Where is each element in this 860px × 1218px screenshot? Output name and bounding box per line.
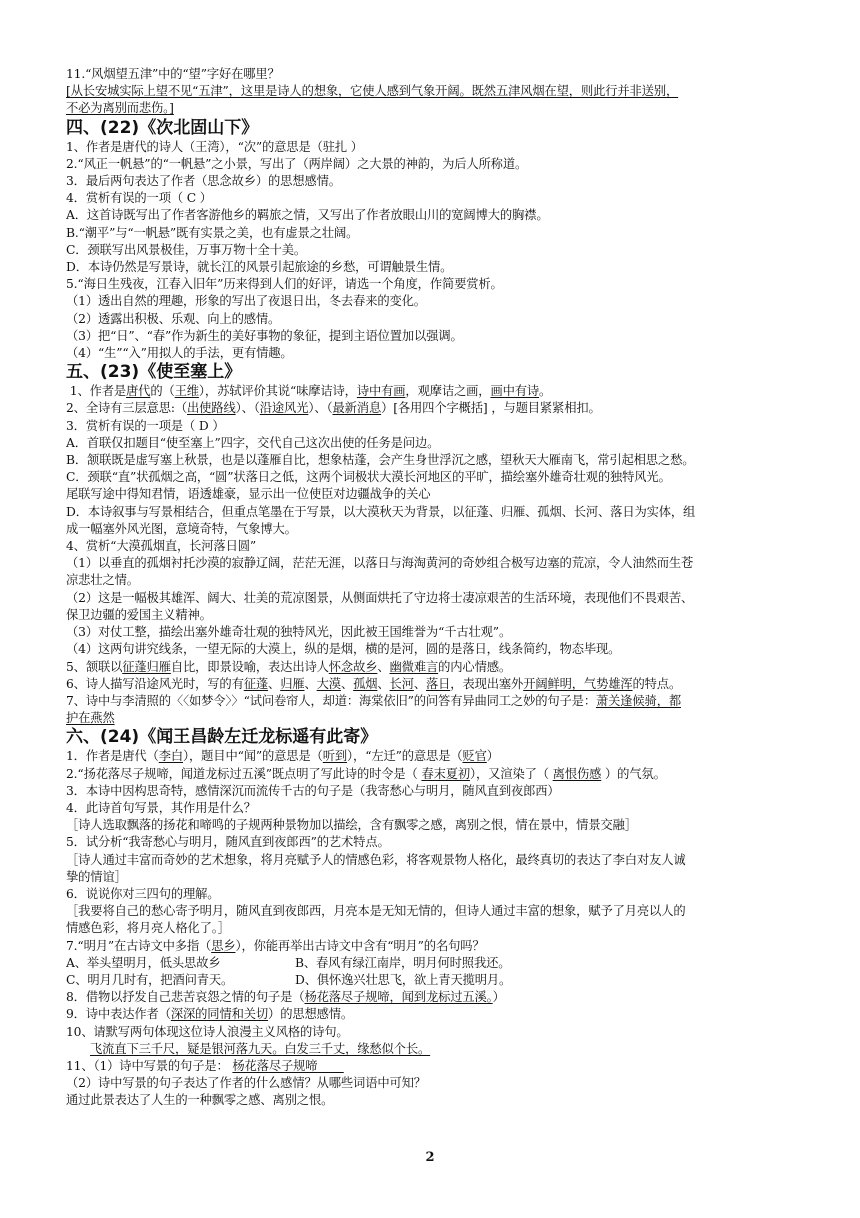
answer-blank: 出使路线 [187, 401, 236, 416]
text-line: B．颔联既是虚写塞上秋景，也是以蓬雁自比，想象枯蓬，会产生身世浮沉之感，望秋天大雁南飞，常引起相思之愁。 [66, 453, 695, 468]
text-line: C．颈联写出风景极佳，万事万物十全十美。 [66, 242, 307, 257]
section-heading: 四、(22)《次北固山下》 [66, 117, 259, 138]
text-line: D．本诗叙事与写景相结合，但重点笔墨在于写景，以大漠秋天为背景，以征蓬、归雁、孤烟、长河、落日为实体，组 [66, 504, 696, 519]
answer-blank: 沿途风光 [259, 401, 309, 416]
text-line: A．首联仅扣题目“使至塞上”四字，交代自己这次出使的任务是问边。 [66, 435, 440, 450]
text-line: C．颈联“直”状孤烟之高，“圆”状落日之低，这两个词极状大漠长河地区的平旷，描绘塞外雄奇壮观的独特风光。 [66, 470, 671, 485]
text-line: （2）诗中写景的句子表达了作者的什么感情？从哪些词语中可知？ [66, 1076, 426, 1091]
section-heading: 六、(24)《闻王昌龄左迁龙标遥有此寄》 [66, 727, 378, 748]
text-line: 4、赏析“大漠孤烟直，长河落日圆” [66, 539, 257, 554]
answer-blank: 杨花落尽子规啼，闻到龙标过五溪。 [304, 990, 493, 1005]
text-line: （2）透露出积极、乐观、向上的感情。 [66, 311, 281, 326]
text-line: （3）对仗工整，描绘出塞外雄奇壮观的独特风光，因此被王国维誉为“千古壮观”。 [66, 625, 512, 640]
text-line: 凉悲壮之情。 [66, 573, 139, 588]
text-line: 护在燕然 [66, 711, 115, 726]
answer-blank: 李白 [158, 749, 183, 764]
page-number: 2 [425, 1150, 435, 1165]
text-line: 挚的情谊］ [66, 869, 127, 884]
text-line: ［诗人选取飘落的扬花和啼鸣的子规两种景物加以描绘，含有飘零之感，离别之恨，情在景中，情景交融］ [66, 818, 637, 833]
text-line: 6．说说你对三四句的理解。 [66, 886, 220, 901]
answer-blank: 征蓬归雁 [122, 659, 171, 674]
answer-blank: 幽微难言 [389, 659, 439, 674]
text-line: 6、诗人描写沿途风光时，写的有征蓬、归雁、大漠、孤烟、长河、落日，表现出塞外开阔鲜明，气势雄浑的特点。 [66, 676, 682, 691]
text-line: 4．此诗首句写景，其作用是什么？ [66, 800, 256, 815]
section-4-body [66, 139, 798, 363]
answer-blank: 长河 [389, 676, 414, 691]
section-6-body [66, 748, 798, 1109]
text-line: （3）把“日”、“春”作为新生的美好事物的象征，提到主语位置加以强调。 [66, 328, 463, 343]
text-line: 2.“风正一帆悬”的“一帆悬”之小景，写出了（两岸阔）之大景的神韵，为后人所称道。 [66, 156, 528, 171]
section-5-body [66, 383, 798, 727]
answer-line: 不必为离别而悲伤。] [66, 101, 174, 116]
text-line: （1）以垂直的孤烟衬托沙漠的寂静辽阔，茫茫无涯，以落日与海淘黄河的奇妙组合极写边塞的荒凉，令人油然而生苍 [66, 556, 694, 571]
text-line: 1、作者是唐代的诗人（王湾），“次”的意思是（驻扎 ） [66, 139, 363, 154]
text-line: （4）“生”“入”用拟人的手法，更有情趣。 [66, 346, 293, 361]
text-line: 5.“海日生残夜，江春入旧年”历来得到人们的好评，请选一个角度，作简要赏析。 [66, 277, 503, 292]
text-line: ［诗人通过丰富而奇妙的艺术想象，将月亮赋予人的情感色彩，将客观景物人格化，最终真切的表达了李白对友人诚 [66, 852, 686, 867]
answer-blank: 最新消息 [332, 401, 382, 416]
text-line: 3．赏析有误的一项是（ D ） [66, 418, 225, 433]
text-line: D．本诗仍然是写景诗，就长江的风景引起旅途的乡愁，可谓触景生情。 [66, 260, 453, 275]
answer-blank: 唐代 [126, 384, 151, 399]
text-line: 7、诗中与李清照的〈〈如梦令〉〉“试问卷帘人，却道：海棠依旧”的问答有异曲同工之妙的句子是：萧关逢候骑，都 [66, 693, 681, 708]
answer-blank: 怀念故乡 [328, 659, 378, 674]
section-heading: 五、(23)《使至塞上》 [66, 362, 242, 383]
text-line: A．这首诗既写出了作者客游他乡的羁旅之情，又写出了作者放眼山川的宽阔博大的胸襟。 [66, 208, 549, 223]
answer-blank: 杨花落尽子规啼 [232, 1058, 318, 1073]
text-line: 保卫边疆的爱国主义精神。 [66, 607, 212, 622]
text-line: 2.“扬花落尽子规啼，闻道龙标过五溪”既点明了写此诗的时令是（ 春末夏初），又渲染了（ 离恨伤感 ）的气氛。 [66, 766, 666, 781]
answer-blank: 征蓬 [243, 676, 269, 691]
answer-blank: 春末夏初 [421, 766, 471, 781]
text-line: 9．诗中表达作者（深深的同情和关切）的思想感情。 [66, 1007, 354, 1022]
answer-blank: 听到 [322, 749, 348, 764]
answer-blank: 开阔鲜明，气势雄浑 [523, 676, 633, 691]
answer-blank: 画中有诗 [490, 384, 540, 399]
text-line: 飞流直下三千尺，疑是银河落九天。白发三千丈，缘愁似个长。 [90, 1041, 431, 1056]
text-line: A、举头望明月，低头思故乡 B、春风有绿江南岸，明月何时照我还。 [66, 955, 511, 970]
text-line: 4．赏析有误的一项（ C ） [66, 191, 212, 206]
document-page [66, 66, 798, 1110]
text-line: 7.“明月”在古诗文中多指（思乡），你能再举出古诗文中含有“明月”的名句吗？ [66, 938, 485, 953]
text-line: 情感色彩，将月亮人格化了。］ [66, 921, 230, 936]
question-line: 11.“风烟望五津”中的“望”字好在哪里？ [66, 67, 280, 81]
text-line: 2、全诗有三层意思:（出使路线）、（沿途风光）、（最新消息）[各用四个字概括] ，与题目紧紧相扣。 [66, 401, 601, 416]
text-line: 8．借物以抒发自己悲苦哀怨之情的句子是（杨花落尽子规啼，闻到龙标过五溪。） [66, 990, 505, 1005]
text-line: 11、（1）诗中写景的句子是： 杨花落尽子规啼 [66, 1058, 318, 1073]
text-line: 3．本诗中因构思奇特，感情深沉而流传千古的句子是（我寄愁心与明月，随风直到夜郎西） [66, 783, 560, 798]
text-line: （1）透出自然的理趣，形象的写出了夜退日出，冬去春来的变化。 [66, 294, 426, 309]
answer-blank: 诗中有画 [356, 384, 406, 399]
answer-blank: 思乡 [211, 938, 236, 953]
answer-blank: 王维 [174, 384, 199, 399]
text-line: ［我要将自己的愁心寄予明月，随风直到夜郎西，月亮本是无知无情的，但诗人通过丰富的想象，赋予了月亮以人的 [66, 904, 686, 919]
answer-blank: 落日 [426, 676, 451, 691]
text-line: （4）这两句讲究线条，一望无际的大漠上，纵的是烟，横的是河，圆的是落日，线条简约，物态毕现。 [66, 642, 621, 657]
text-line: 10、请默写两句体现这位诗人浪漫主义风格的诗句。 [66, 1024, 349, 1039]
text-line: 1、作者是唐代的（王维），苏轼评价其说“味摩诘诗，诗中有画，观摩诘之画，画中有诗。 [69, 384, 552, 399]
answer-blank: 贬官 [462, 749, 487, 764]
text-line: C、明月几时有，把酒问青天。 D、俱怀逸兴壮思飞，欲上青天揽明月。 [66, 972, 512, 987]
answer-line: [从长安城实际上望不见“五津”，这里是诗人的想象，它使人感到气象开阔。既然五津风烟在望，则此行并非送别， [66, 84, 679, 99]
text-line: 1．作者是唐代（李白），题目中“闻”的意思是（听到），“左迁”的意思是（贬官） [66, 749, 499, 764]
answer-blank: 萧关逢候骑，都 [595, 693, 681, 708]
text-line: 5．试分析“我寄愁心与明月，随风直到夜郎西”的艺术特点。 [66, 835, 390, 850]
text-line: 通过此景表达了人生的一种飘零之感、离别之恨。 [66, 1093, 334, 1108]
answer-blank: 归雁 [280, 676, 305, 691]
text-line: 尾联写途中得知君情，语透雄豪，显示出一位使臣对边疆战争的关心 [66, 487, 431, 502]
answer-blank: 深深的同情和关切 [170, 1007, 269, 1022]
text-line: 成一幅塞外风光图，意境奇特，气象博大。 [66, 521, 297, 536]
text-line: 5、颔联以征蓬归雁自比，即景设喻，表达出诗人怀念故乡、幽微难言的内心情感。 [66, 659, 512, 674]
answer-blank: 离恨伤感 [552, 766, 602, 781]
text-line: （2）这是一幅极其雄浑、阔大、壮美的荒凉图景，从侧面烘托了守边将士凄凉艰苦的生活环境，表现他们不畏艰苦、 [66, 590, 694, 605]
answer-blank: 孤烟 [353, 676, 378, 691]
text-line: B.“潮平”与“一帆悬”既有实景之美，也有虚景之壮阔。 [66, 225, 359, 240]
answer-blank: 大漠 [316, 676, 341, 691]
text-line: 3．最后两句表达了作者（思念故乡）的思想感情。 [66, 174, 341, 189]
